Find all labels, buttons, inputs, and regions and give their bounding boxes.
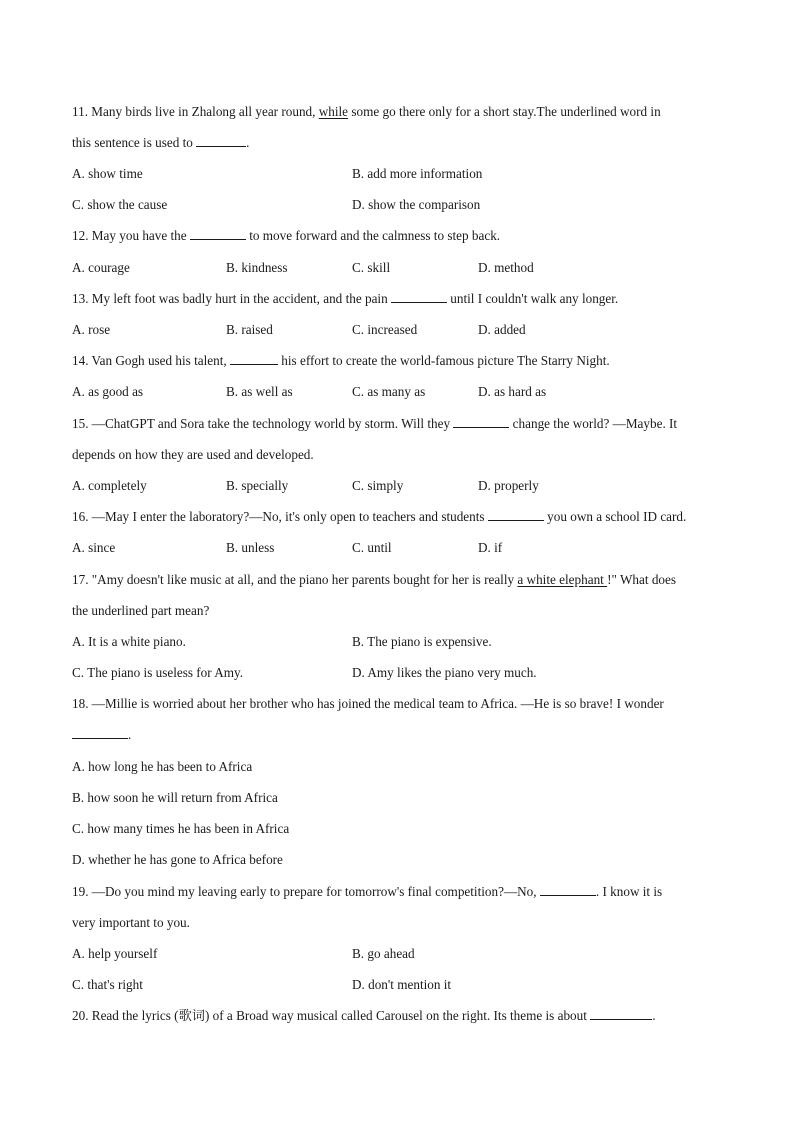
q19-option-d: D. don't mention it	[352, 977, 452, 992]
q17-option-b: B. The piano is expensive.	[352, 634, 492, 649]
question-15-text	[72, 416, 732, 432]
q18-option-a: A. how long he has been to Africa	[72, 759, 253, 774]
q11-text-part: this sentence is used to	[72, 135, 197, 150]
answer-blank	[453, 416, 509, 428]
q14-option-d: D. as hard as	[478, 384, 547, 399]
q15-text-part: change the world? —Maybe. It	[509, 416, 678, 431]
q17-text-part: 17. "Amy doesn't like music at all, and the piano her parents bought for her is really	[72, 572, 518, 587]
q16-option-a: A. since	[72, 540, 116, 555]
q17-option-d: D. Amy likes the piano very much.	[352, 665, 537, 680]
q11-option-a: A. show time	[72, 166, 143, 181]
q16-text-part: you own a school ID card.	[543, 509, 687, 524]
q16-option-c: C. until	[352, 540, 392, 555]
q11-text-part: some go there only for a short stay.The underlined word in	[348, 104, 661, 119]
q14-text-part: 14. Van Gogh used his talent,	[72, 353, 230, 368]
answer-blank	[230, 353, 278, 365]
question-13-text	[72, 291, 732, 307]
q15-option-c: C. simply	[352, 478, 404, 493]
question-18-text-line2	[72, 727, 732, 743]
q11-text-part: .	[246, 135, 250, 150]
question-17-text	[72, 572, 732, 588]
q14-option-c: C. as many as	[352, 384, 426, 399]
question-20-text	[72, 1008, 732, 1024]
q19-option-c: C. that's right	[72, 977, 143, 992]
q17-underlined-phrase: a white elephant	[517, 572, 608, 587]
q17-text-part: !" What does	[607, 572, 676, 587]
q11-option-b: B. add more information	[352, 166, 483, 181]
q13-text-part: 13. My left foot was badly hurt in the accident, and the pain	[72, 291, 391, 306]
q13-option-b: B. raised	[226, 322, 273, 337]
question-19-text-line2: very important to you.	[72, 915, 190, 930]
q19-option-b: B. go ahead	[352, 946, 415, 961]
q11-option-d: D. show the comparison	[352, 197, 481, 212]
question-11-text	[72, 104, 732, 120]
q13-option-c: C. increased	[352, 322, 418, 337]
q19-option-a: A. help yourself	[72, 946, 158, 961]
q12-option-c: C. skill	[352, 260, 391, 275]
answer-blank	[196, 135, 246, 147]
q20-text-part: .	[652, 1008, 656, 1023]
q12-text-part: 12. May you have the	[72, 228, 190, 243]
q17-option-a: A. It is a white piano.	[72, 634, 186, 649]
q15-option-a: A. completely	[72, 478, 147, 493]
answer-blank	[540, 884, 596, 896]
q17-option-c: C. The piano is useless for Amy.	[72, 665, 244, 680]
q13-option-d: D. added	[478, 322, 526, 337]
question-12-text	[72, 228, 732, 244]
q16-option-b: B. unless	[226, 540, 275, 555]
q20-text-part: 20. Read the lyrics (歌词) of a Broad way musical called Carousel on the right. Its theme is about	[72, 1008, 591, 1023]
q12-option-b: B. kindness	[226, 260, 288, 275]
q14-option-a: A. as good as	[72, 384, 144, 399]
answer-blank	[590, 1008, 652, 1020]
q16-text-part: 16. —May I enter the laboratory?—No, it's only open to teachers and students	[72, 509, 488, 524]
q11-option-c: C. show the cause	[72, 197, 168, 212]
q19-text-part: . I know it is	[595, 884, 663, 899]
q18-option-d: D. whether he has gone to Africa before	[72, 852, 283, 867]
q15-text-part: 15. —ChatGPT and Sora take the technology world by storm. Will they	[72, 416, 454, 431]
question-16-text	[72, 509, 732, 525]
q12-option-a: A. courage	[72, 260, 130, 275]
q11-text-part: 11. Many birds live in Zhalong all year round,	[72, 104, 319, 119]
question-17-text-line2: the underlined part mean?	[72, 603, 210, 618]
question-19-text	[72, 884, 732, 900]
q19-text-part: 19. —Do you mind my leaving early to prepare for tomorrow's final competition?—No,	[72, 884, 540, 899]
answer-blank	[391, 291, 447, 303]
q12-option-d: D. method	[478, 260, 534, 275]
question-11-text-line2	[72, 135, 732, 151]
q13-option-a: A. rose	[72, 322, 111, 337]
q18-option-c: C. how many times he has been in Africa	[72, 821, 290, 836]
q14-text-part: his effort to create the world-famous picture The Starry Night.	[278, 353, 610, 368]
q18-option-b: B. how soon he will return from Africa	[72, 790, 278, 805]
answer-blank	[72, 727, 128, 739]
question-18-text: 18. —Millie is worried about her brother who has joined the medical team to Africa. —He is so brave! I wonder	[72, 696, 664, 711]
q11-underlined-word: while	[318, 104, 349, 119]
q12-text-part: to move forward and the calmness to step back.	[245, 228, 501, 243]
answer-blank	[190, 228, 246, 240]
question-15-text-line2: depends on how they are used and developed.	[72, 447, 314, 462]
q13-text-part: until I couldn't walk any longer.	[446, 291, 619, 306]
q15-option-d: D. properly	[478, 478, 539, 493]
answer-blank	[488, 509, 544, 521]
q15-option-b: B. specially	[226, 478, 289, 493]
q16-option-d: D. if	[478, 540, 503, 555]
q14-option-b: B. as well as	[226, 384, 293, 399]
q18-text-part: .	[128, 727, 132, 742]
question-14-text	[72, 353, 732, 369]
